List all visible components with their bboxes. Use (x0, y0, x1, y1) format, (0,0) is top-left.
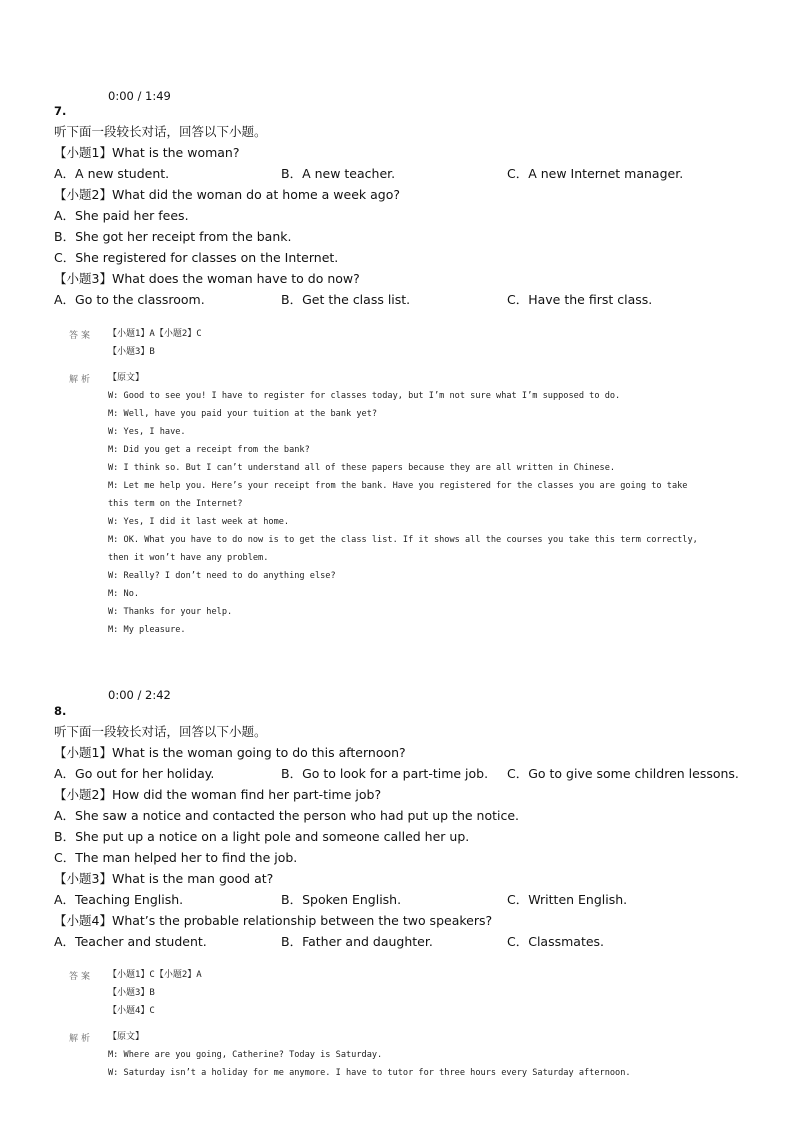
option-7-3-a: A．Go to the classroom. (54, 292, 205, 307)
analysis-title-7: 【原文】 (108, 373, 145, 383)
question-intro-7: 听下面一段较长对话，回答以下小题。 (54, 124, 267, 139)
transcript-line: M: OK. What you have to do now is to get the class list. If it shows all the courses you take this term correctly, (108, 535, 698, 545)
analysis-title-8: 【原文】 (108, 1032, 145, 1042)
question-intro-8: 听下面一段较长对话，回答以下小题。 (54, 724, 267, 739)
subquestion-8-4: 【小题4】What’s the probable relationship between the two speakers? (54, 913, 493, 928)
option-7-1-c: C．A new Internet manager. (507, 166, 684, 181)
analysis-label-7: 解析 (69, 375, 94, 385)
option-8-1-a: A．Go out for her holiday. (54, 766, 215, 781)
option-7-3-b: B．Get the class list. (281, 292, 411, 307)
option-8-3-a: A．Teaching English. (54, 892, 184, 907)
option-8-3-b: B．Spoken English. (281, 892, 402, 907)
transcript-line: W: I think so. But I can’t understand all of these papers because they are all written in Chinese. (108, 463, 616, 473)
transcript-line: M: Let me help you. Here’s your receipt from the bank. Have you registered for the classes you are going to take (108, 481, 688, 491)
option-8-1-c: C．Go to give some children lessons. (507, 766, 739, 781)
transcript-line: M: Where are you going, Catherine? Today is Saturday. (108, 1050, 383, 1060)
answer-label-8: 答案 (69, 972, 94, 982)
transcript-line: M: Did you get a receipt from the bank? (108, 445, 310, 455)
audio-time-q8[interactable]: 0:00 / 2:42 (108, 688, 171, 702)
option-8-4-c: C．Classmates. (507, 934, 605, 949)
option-7-2-a: A．She paid her fees. (54, 208, 189, 223)
option-8-4-b: B．Father and daughter. (281, 934, 433, 949)
answer-line-8-3: 【小题4】C (108, 1006, 155, 1016)
analysis-label-8: 解析 (69, 1034, 94, 1044)
transcript-line: M: Well, have you paid your tuition at the bank yet? (108, 409, 378, 419)
option-8-2-a: A．She saw a notice and contacted the person who had put up the notice. (54, 808, 520, 823)
transcript-line: M: No. (108, 589, 140, 599)
subquestion-7-3: 【小题3】What does the woman have to do now? (54, 271, 360, 286)
option-8-4-a: A．Teacher and student. (54, 934, 207, 949)
option-7-3-c: C．Have the first class. (507, 292, 653, 307)
option-7-1-a: A．A new student. (54, 166, 170, 181)
transcript-line: then it won’t have any problem. (108, 553, 269, 563)
transcript-line: W: Yes, I did it last week at home. (108, 517, 290, 527)
answer-line-7-1: 【小题1】A【小题2】C (108, 329, 202, 339)
audio-time-q7[interactable]: 0:00 / 1:49 (108, 89, 171, 103)
transcript-line: W: Thanks for your help. (108, 607, 233, 617)
answer-line-8-2: 【小题3】B (108, 988, 155, 998)
option-8-1-b: B．Go to look for a part-time job. (281, 766, 489, 781)
transcript-line: this term on the Internet? (108, 499, 243, 509)
subquestion-8-2: 【小题2】How did the woman find her part-time job? (54, 787, 382, 802)
transcript-line: W: Good to see you! I have to register for classes today, but I’m not sure what I’m supposed to do. (108, 391, 621, 401)
subquestion-7-1: 【小题1】What is the woman? (54, 145, 240, 160)
option-8-3-c: C．Written English. (507, 892, 628, 907)
option-7-2-c: C．She registered for classes on the Internet. (54, 250, 339, 265)
answer-label-7: 答案 (69, 331, 94, 341)
transcript-line: W: Yes, I have. (108, 427, 186, 437)
transcript-line: W: Really? I don’t need to do anything else? (108, 571, 336, 581)
option-7-2-b: B．She got her receipt from the bank. (54, 229, 292, 244)
answer-line-8-1: 【小题1】C【小题2】A (108, 970, 202, 980)
transcript-line: M: My pleasure. (108, 625, 186, 635)
question-number-8: 8. (54, 704, 67, 718)
subquestion-7-2: 【小题2】What did the woman do at home a week ago? (54, 187, 401, 202)
subquestion-8-3: 【小题3】What is the man good at? (54, 871, 274, 886)
question-number-7: 7. (54, 104, 67, 118)
option-8-2-b: B．She put up a notice on a light pole and someone called her up. (54, 829, 470, 844)
answer-line-7-2: 【小题3】B (108, 347, 155, 357)
transcript-line: W: Saturday isn’t a holiday for me anymore. I have to tutor for three hours every Saturday afternoon. (108, 1068, 631, 1078)
option-7-1-b: B．A new teacher. (281, 166, 396, 181)
subquestion-8-1: 【小题1】What is the woman going to do this afternoon? (54, 745, 406, 760)
option-8-2-c: C．The man helped her to find the job. (54, 850, 298, 865)
